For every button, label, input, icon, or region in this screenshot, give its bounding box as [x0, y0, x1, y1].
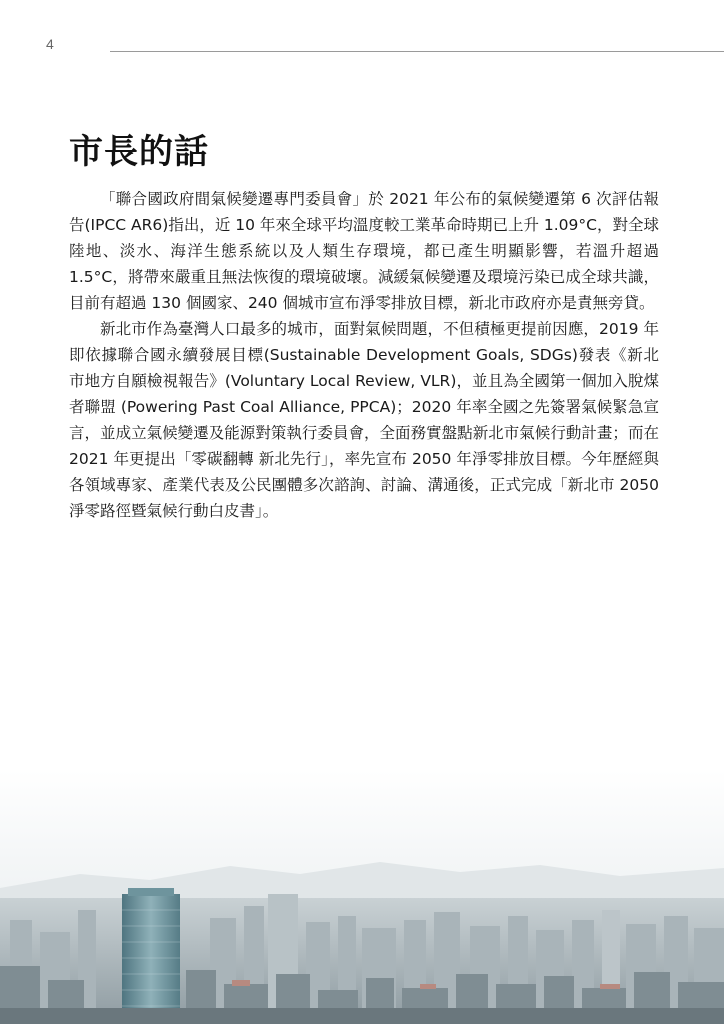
paragraph-2: 新北市作為臺灣人口最多的城市，面對氣候問題，不但積極更提前因應，2019 年即依據聯合國永續發展目標(Sustainable Development Goals, SDGs)發表《新北市地方自願檢視報告》(Voluntary Local Review, VLR)，並且為全國第一個加入脫煤者聯盟 (Powering Past Coal Alliance, PPCA)；2020 年率全國之先簽署氣候緊急宣言，並成立氣候變遷及能源對策執行委員會，全面務實盤點新北市氣候行動計畫；而在 2021 年更提出「零碳翻轉 新北先行」，率先宣布 2050 年淨零排放目標。今年歷經與各領域專家、產業代表及公民團體多次諮詢、討論、溝通後，正式完成「新北市 2050 淨零路徑暨氣候行動白皮書」。	[69, 320, 659, 520]
page-number: 4	[46, 36, 54, 52]
page-title: 市長的話	[69, 132, 209, 172]
city-skyline-photo	[0, 770, 724, 1024]
header-rule	[110, 51, 724, 52]
glass-tower-top	[128, 888, 174, 896]
paragraph-1: 「聯合國政府間氣候變遷專門委員會」於 2021 年公布的氣候變遷第 6 次評估報告(IPCC AR6)指出，近 10 年來全球平均溫度較工業革命時期已上升 1.09°C，對全球陸地、淡水、海洋生態系統以及人類生存環境，都已產生明顯影響，若溫升超過 1.5°C，將帶來嚴重且無法恢復的環境破壞。減緩氣候變遷及環境污染已成全球共識，目前有超過 130 個國家、240 個城市宣布淨零排放目標，新北市政府亦是責無旁貸。	[69, 190, 659, 312]
body-text	[69, 186, 659, 524]
foreground-rooftops	[0, 1008, 724, 1024]
glass-tower	[122, 894, 180, 1024]
